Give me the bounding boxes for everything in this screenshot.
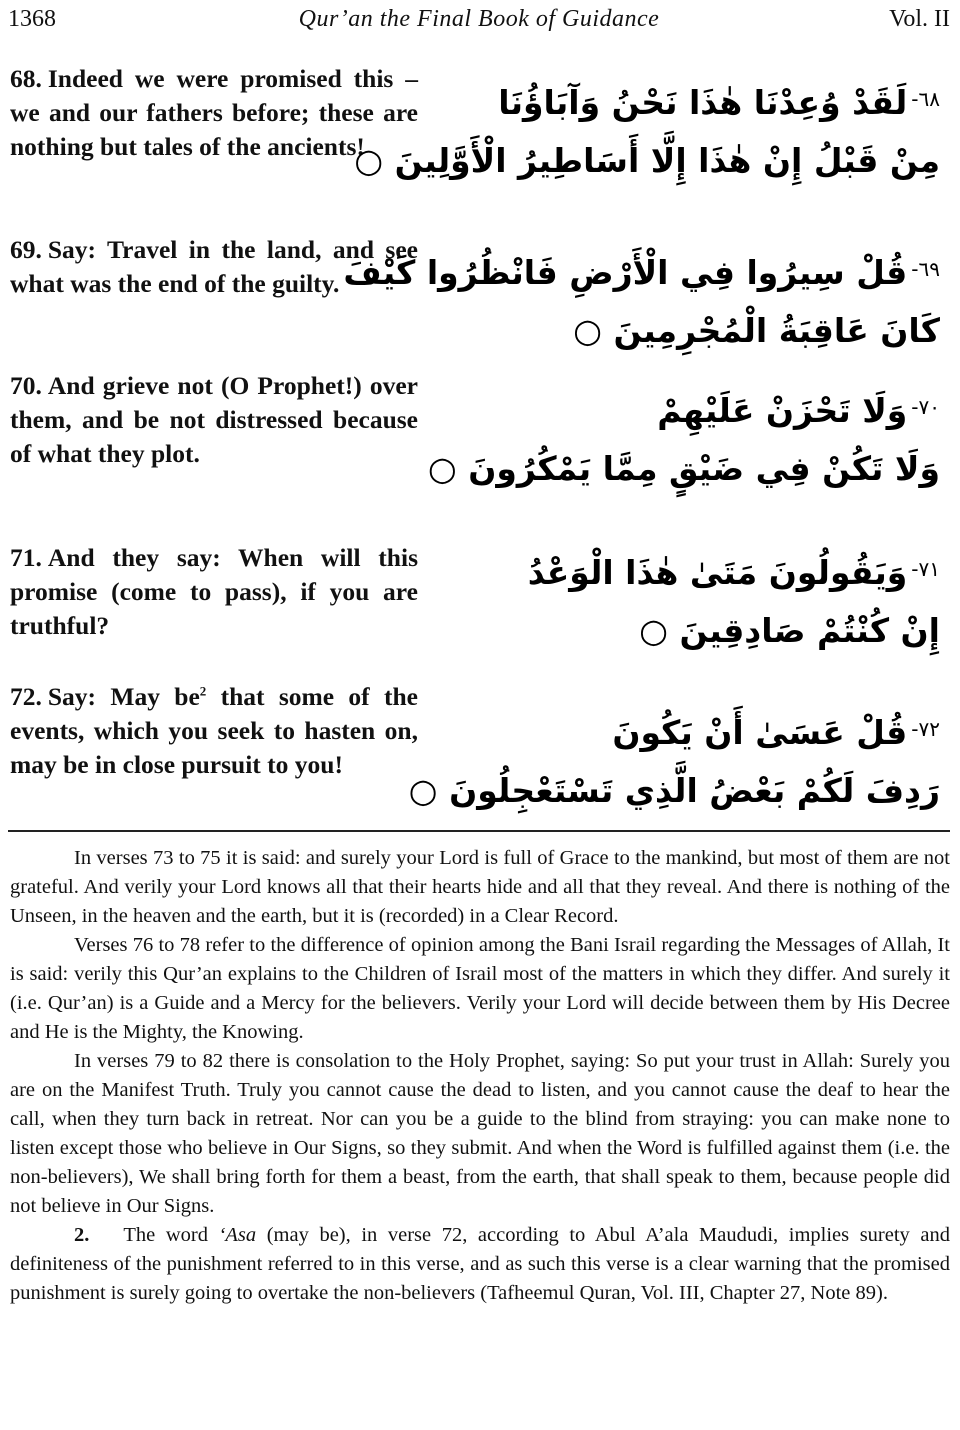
arabic-line: $^{٦٩-}$قُلْ سِيرُوا فِي الْأَرْضِ فَانْظُرُوا كَيْفَ bbox=[343, 253, 940, 292]
footnote: 2. The word ‘Asa (may be), in verse 72, according to Abul A’ala Maududi, implies surety and definiteness of the punishment referred to in this verse, and as such this verse is a clear warning that the promised punishment is surely going to overtake the non-believers (Tafheemul Quran, Vol. III, Chapter 27, Note 89). bbox=[10, 1224, 950, 1304]
verse-number: 71. bbox=[10, 543, 42, 572]
volume-label: Vol. II bbox=[889, 6, 950, 32]
footnote-marker: 2 bbox=[199, 683, 207, 699]
arabic-line: كَانَ عَاقِبَةُ الْمُجْرِمِينَ ○ bbox=[573, 311, 940, 350]
page-header bbox=[8, 4, 950, 34]
footnote-term: ‘Asa bbox=[218, 1224, 257, 1246]
page-number: 1368 bbox=[8, 6, 56, 32]
verse-text: And grieve not (O Prophet!) over them, and be not distressed because of what they plot. bbox=[10, 371, 418, 468]
verse-71-arabic bbox=[527, 540, 940, 660]
book-title: Qur’an the Final Book of Guidance bbox=[298, 6, 660, 32]
verse-text: Indeed we were promised this – we and our fathers before; these are nothing but tales of the ancients! bbox=[10, 64, 418, 161]
verse-text-lead: Say: May be bbox=[47, 682, 200, 711]
verse-text: And they say: When will this promise (come to pass), if you are truthful? bbox=[10, 543, 418, 640]
section-divider bbox=[8, 830, 950, 832]
commentary bbox=[10, 844, 950, 1308]
arabic-line: وَلَا تَكُنْ فِي ضَيْقٍ مِمَّا يَمْكُرُونَ ○ bbox=[427, 449, 940, 488]
arabic-verse-number: ٦٩- bbox=[911, 257, 940, 281]
arabic-line: إِنْ كُنْتُمْ صَادِقِينَ ○ bbox=[639, 611, 940, 650]
verse-number: 70. bbox=[10, 371, 42, 400]
arabic-verse-number: ٧٢- bbox=[911, 717, 940, 741]
verse-number: 72. bbox=[10, 682, 42, 711]
commentary-paragraph: In verses 79 to 82 there is consolation to the Holy Prophet, saying: So put your trust in Allah: Surely you are on the Manifest Truth. Truly you cannot cause the dead to listen, and you cannot cause the deaf to hear the call, when they turn back in retreat. Nor can you be a guide to the blind from straying: you can make none to listen except those who believe in Our Signs, so they submit. And when the Word is fulfilled against them (i.e. the non-believers), We shall bring forth for them a beast, from the earth, that shall speak to them, because people did not believe in Our Signs. bbox=[10, 1050, 950, 1217]
arabic-line: رَدِفَ لَكُمْ بَعْضُ الَّذِي تَسْتَعْجِلُونَ ○ bbox=[408, 771, 940, 810]
verse-number: 69. bbox=[10, 235, 42, 264]
footnote-number: 2. bbox=[74, 1224, 90, 1246]
verse-number: 68. bbox=[10, 64, 42, 93]
arabic-verse-number: ٧٠- bbox=[911, 395, 940, 419]
commentary-paragraph: In verses 73 to 75 it is said: and surely your Lord is full of Grace to the mankind, but most of them are not grateful. And verily your Lord knows all that their hearts hide and all that they reveal. And there is nothing of the Unseen, in the heaven and the earth, but it is (recorded) in a Clear Record. bbox=[10, 847, 950, 927]
arabic-line: $^{٦٨-}$لَقَدْ وُعِدْنَا هٰذَا نَحْنُ وَآبَاؤُنَا bbox=[498, 83, 940, 122]
verse-72-translation bbox=[10, 680, 418, 782]
arabic-line: $^{٧٢-}$قُلْ عَسَىٰ أَنْ يَكُونَ bbox=[612, 713, 940, 752]
arabic-line: $^{٧١-}$وَيَقُولُونَ مَتَىٰ هٰذَا الْوَعْدُ bbox=[527, 553, 940, 592]
verse-69-arabic bbox=[343, 240, 940, 360]
arabic-line: مِنْ قَبْلُ إِنْ هٰذَا إِلَّا أَسَاطِيرُ الْأَوَّلِينَ ○ bbox=[354, 141, 940, 180]
verse-text: that some of the events, which you seek to hasten on, may be in close pursuit to you! bbox=[10, 682, 418, 779]
arabic-line: $^{٧٠-}$وَلَا تَحْزَنْ عَلَيْهِمْ bbox=[657, 391, 940, 430]
arabic-verse-number: ٧١- bbox=[911, 557, 940, 581]
verse-72-arabic bbox=[408, 700, 940, 820]
verse-68-arabic bbox=[354, 70, 940, 190]
verse-70-translation bbox=[10, 369, 418, 471]
verse-text: Say: Travel in the land, and see what was the end of the guilty. bbox=[10, 235, 418, 298]
verse-70-arabic bbox=[427, 378, 940, 498]
arabic-verse-number: ٦٨- bbox=[911, 87, 940, 111]
verse-71-translation bbox=[10, 541, 418, 643]
commentary-paragraph: Verses 76 to 78 refer to the difference of opinion among the Bani Israil regarding the Messages of Allah, It is said: verily this Qur’an explains to the Children of Israil most of the matters in which they differ. And surely it (i.e. Qur’an) is a Guide and a Mercy for the believers. Verily your Lord will decide between them by His Decree and He is the Mighty, the Knowing. bbox=[10, 934, 950, 1043]
